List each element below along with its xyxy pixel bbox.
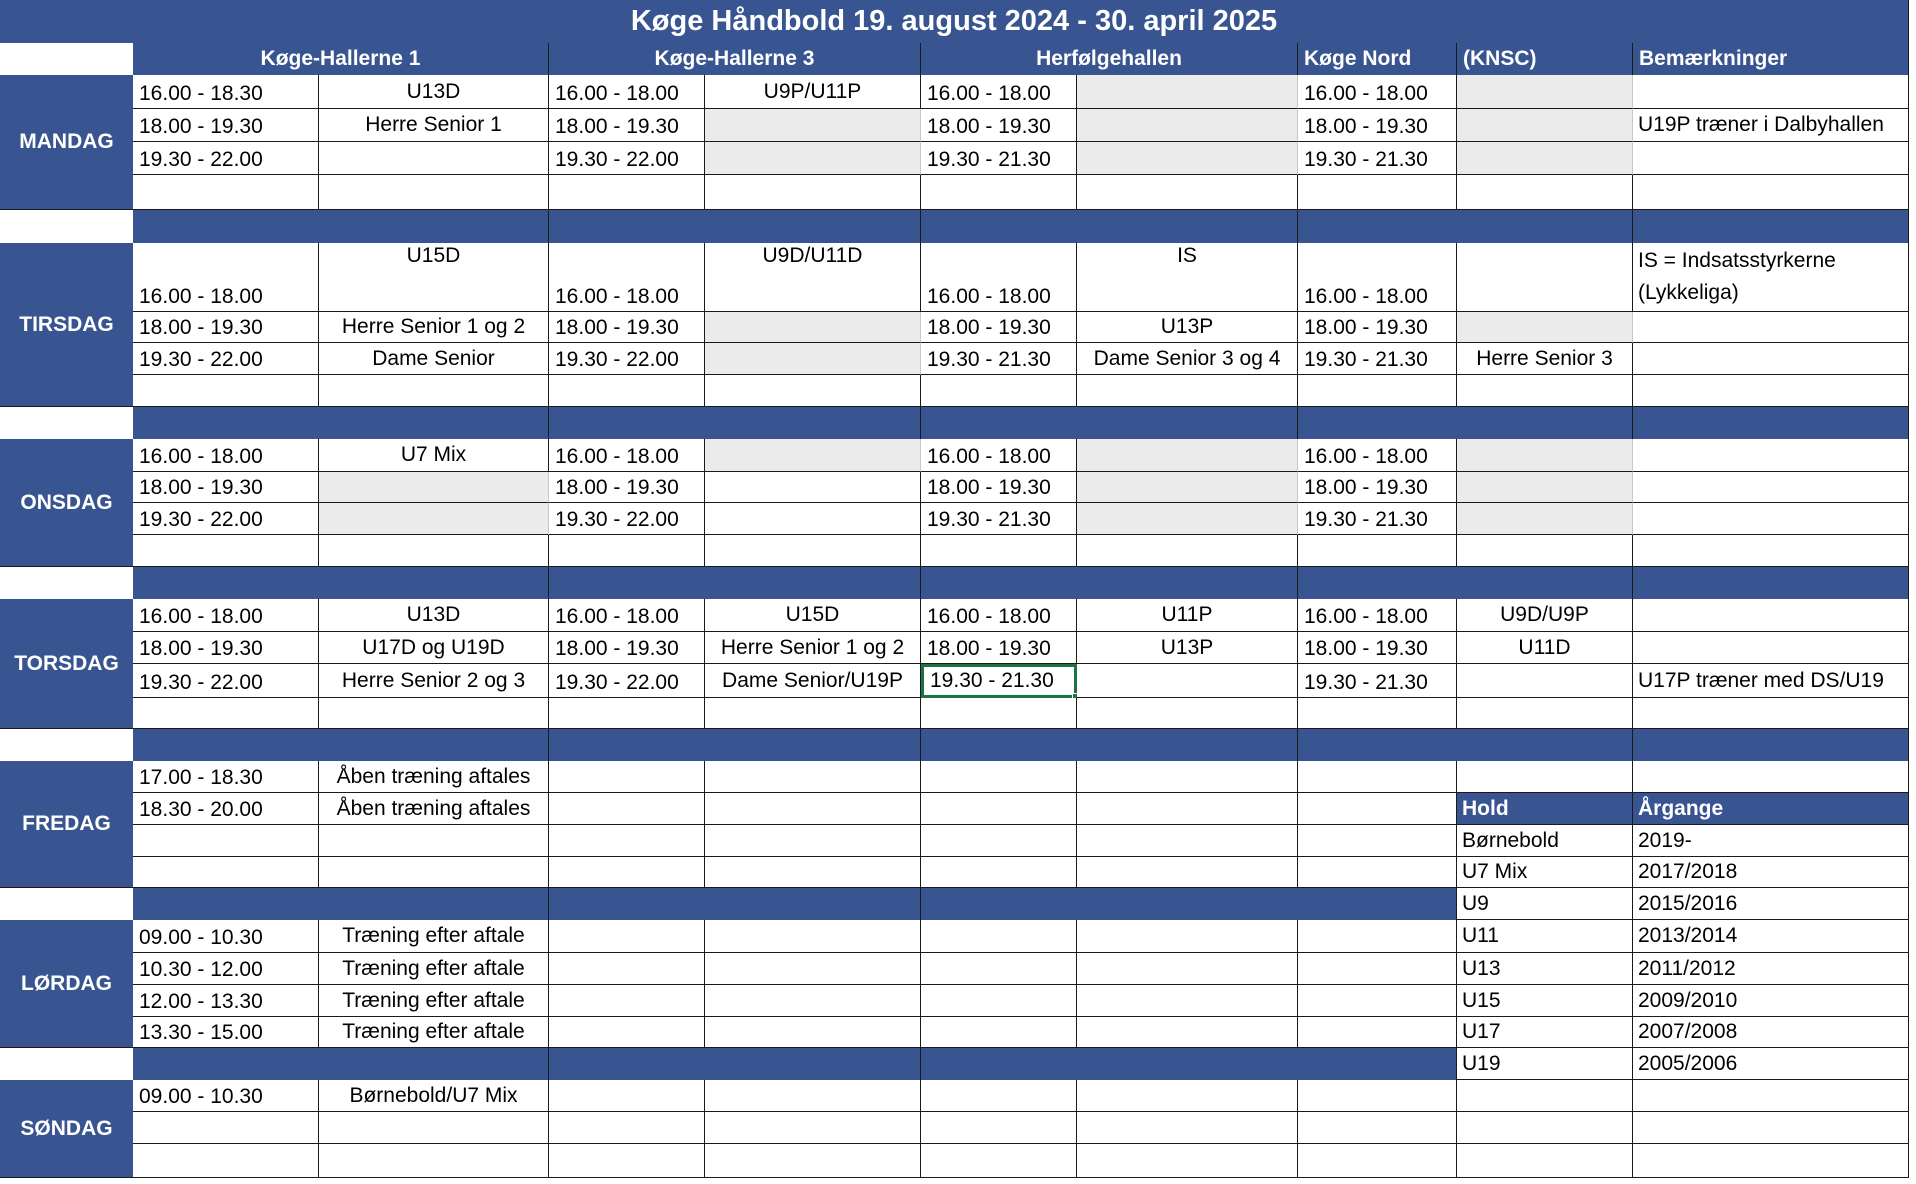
time-slot[interactable]: 13.30 - 15.00	[133, 1017, 319, 1048]
time-slot[interactable]	[549, 698, 705, 729]
time-slot[interactable]: 17.00 - 18.30	[133, 761, 319, 793]
age-table-years[interactable]: 2019-	[1633, 825, 1909, 857]
team-kh3[interactable]	[705, 343, 921, 375]
empty-cell[interactable]	[1633, 1080, 1909, 1112]
empty-cell[interactable]	[921, 761, 1077, 793]
separator-bar	[1633, 407, 1909, 439]
empty-cell[interactable]	[1457, 761, 1633, 793]
team-herfolge[interactable]	[1077, 375, 1298, 407]
team-koge-nord[interactable]	[1457, 175, 1633, 210]
day-label-onsdag: ONSDAG	[0, 439, 133, 567]
team-kh1[interactable]	[319, 503, 549, 535]
time-slot[interactable]: 12.00 - 13.30	[133, 985, 319, 1017]
time-slot[interactable]	[549, 535, 705, 567]
team-herfolge[interactable]	[1077, 439, 1298, 472]
empty-cell[interactable]	[1298, 1112, 1457, 1144]
time-slot[interactable]	[921, 535, 1077, 567]
team-koge-nord[interactable]	[1457, 109, 1633, 142]
separator-bar	[549, 1048, 921, 1080]
time-slot[interactable]: 16.00 - 18.00	[921, 243, 1077, 312]
team-kh1[interactable]	[319, 698, 549, 729]
time-slot[interactable]: 16.00 - 18.00	[133, 243, 319, 312]
time-slot[interactable]	[133, 535, 319, 567]
age-table-team[interactable]: U13	[1457, 953, 1633, 985]
empty-cell[interactable]	[1077, 953, 1298, 985]
empty-cell[interactable]	[549, 953, 705, 985]
empty-cell[interactable]	[705, 793, 921, 825]
note-cell[interactable]	[1633, 599, 1909, 632]
team-koge-nord[interactable]	[1457, 312, 1633, 343]
time-slot[interactable]: 16.00 - 18.00	[549, 599, 705, 632]
empty-cell[interactable]	[921, 825, 1077, 857]
empty-cell[interactable]	[705, 761, 921, 793]
separator-bar	[549, 407, 921, 439]
team-koge-nord[interactable]	[1457, 535, 1633, 567]
team-kh1[interactable]	[319, 535, 549, 567]
empty-cell[interactable]	[1457, 1112, 1633, 1144]
time-slot[interactable]: 19.30 - 21.30	[1298, 343, 1457, 375]
empty-cell[interactable]	[705, 985, 921, 1017]
team-herfolge[interactable]	[1077, 503, 1298, 535]
empty-cell[interactable]	[549, 1017, 705, 1048]
note-cell[interactable]	[1633, 142, 1909, 175]
spacer-cell[interactable]	[0, 407, 133, 439]
empty-cell[interactable]	[1077, 920, 1298, 953]
empty-cell[interactable]	[921, 793, 1077, 825]
note-cell[interactable]	[1633, 343, 1909, 375]
time-slot[interactable]: 19.30 - 21.30	[1298, 142, 1457, 175]
note-cell[interactable]	[1633, 312, 1909, 343]
empty-cell[interactable]	[1298, 1017, 1457, 1048]
empty-cell[interactable]	[921, 985, 1077, 1017]
empty-cell[interactable]	[705, 1017, 921, 1048]
team-koge-nord[interactable]: U9D/U9P	[1457, 599, 1633, 632]
time-slot[interactable]	[133, 375, 319, 407]
team-kh1[interactable]: Dame Senior	[319, 343, 549, 375]
team-herfolge[interactable]: IS	[1077, 243, 1298, 312]
time-slot[interactable]: 19.30 - 22.00	[133, 343, 319, 375]
empty-cell[interactable]	[1298, 920, 1457, 953]
spacer-cell[interactable]	[0, 888, 133, 920]
team-koge-nord[interactable]	[1457, 243, 1633, 312]
time-slot[interactable]: 19.30 - 22.00	[133, 664, 319, 698]
day-label-tirsdag: TIRSDAG	[0, 243, 133, 407]
time-slot[interactable]: 18.00 - 19.30	[133, 632, 319, 664]
team-herfolge[interactable]: Dame Senior 3 og 4	[1077, 343, 1298, 375]
team-kh1[interactable]: Træning efter aftale	[319, 953, 549, 985]
empty-cell[interactable]	[1298, 953, 1457, 985]
empty-cell[interactable]	[549, 1080, 705, 1112]
time-slot[interactable]	[133, 1144, 319, 1178]
empty-cell[interactable]	[1298, 857, 1457, 888]
team-kh3[interactable]: U9D/U11D	[705, 243, 921, 312]
age-table-years[interactable]: 2011/2012	[1633, 953, 1909, 985]
time-slot[interactable]: 16.00 - 18.00	[921, 439, 1077, 472]
time-slot[interactable]: 19.30 - 22.00	[549, 503, 705, 535]
note-cell[interactable]	[1633, 632, 1909, 664]
time-slot[interactable]: 18.00 - 19.30	[1298, 632, 1457, 664]
time-slot[interactable]: 19.30 - 21.30	[921, 142, 1077, 175]
empty-cell[interactable]	[549, 825, 705, 857]
selected-cell[interactable]: 19.30 - 21.30	[921, 664, 1077, 698]
empty-cell[interactable]	[1298, 793, 1457, 825]
time-slot[interactable]: 18.00 - 19.30	[549, 312, 705, 343]
empty-cell[interactable]	[549, 857, 705, 888]
team-kh3[interactable]	[705, 503, 921, 535]
time-slot[interactable]	[133, 175, 319, 210]
time-slot[interactable]: 18.00 - 19.30	[921, 312, 1077, 343]
team-kh3[interactable]: U9P/U11P	[705, 75, 921, 109]
empty-cell[interactable]	[1077, 825, 1298, 857]
time-slot[interactable]: 18.00 - 19.30	[549, 472, 705, 503]
age-table-years[interactable]: 2013/2014	[1633, 920, 1909, 953]
separator-bar	[1298, 407, 1633, 439]
time-slot[interactable]	[921, 175, 1077, 210]
empty-cell[interactable]	[1457, 1080, 1633, 1112]
time-slot[interactable]: 18.00 - 19.30	[133, 312, 319, 343]
team-koge-nord[interactable]	[1457, 375, 1633, 407]
team-herfolge[interactable]	[1077, 109, 1298, 142]
time-slot[interactable]: 16.00 - 18.00	[1298, 75, 1457, 109]
age-table-team[interactable]: U19	[1457, 1048, 1633, 1080]
note-cell[interactable]	[1633, 472, 1909, 503]
time-slot[interactable]: 19.30 - 22.00	[549, 664, 705, 698]
team-herfolge[interactable]	[1077, 698, 1298, 729]
separator-bar	[921, 407, 1298, 439]
spacer-cell[interactable]	[0, 729, 133, 761]
empty-cell[interactable]	[549, 985, 705, 1017]
team-kh1[interactable]: Børnebold/U7 Mix	[319, 1080, 549, 1112]
time-slot[interactable]	[921, 698, 1077, 729]
time-slot[interactable]: 19.30 - 21.30	[921, 503, 1077, 535]
time-slot[interactable]: 16.00 - 18.00	[549, 75, 705, 109]
empty-cell[interactable]	[1077, 793, 1298, 825]
team-kh1[interactable]	[319, 175, 549, 210]
separator-bar	[921, 1048, 1457, 1080]
time-slot[interactable]: 10.30 - 12.00	[133, 953, 319, 985]
age-table-team[interactable]: Børnebold	[1457, 825, 1633, 857]
empty-cell[interactable]	[1077, 1017, 1298, 1048]
team-kh1[interactable]: Herre Senior 1 og 2	[319, 312, 549, 343]
time-slot[interactable]: 16.00 - 18.00	[921, 75, 1077, 109]
team-kh3[interactable]	[705, 142, 921, 175]
separator-bar	[133, 888, 549, 920]
empty-cell[interactable]	[549, 1144, 705, 1178]
note-cell[interactable]: IS = Indsatsstyrkerne (Lykkeliga)	[1633, 243, 1909, 312]
time-slot[interactable]: 16.00 - 18.00	[1298, 599, 1457, 632]
empty-cell[interactable]	[921, 1017, 1077, 1048]
empty-cell[interactable]	[1298, 761, 1457, 793]
team-kh3[interactable]	[705, 472, 921, 503]
time-slot[interactable]: 16.00 - 18.30	[133, 75, 319, 109]
team-kh1[interactable]: Herre Senior 2 og 3	[319, 664, 549, 698]
day-label-mandag: MANDAG	[0, 75, 133, 210]
time-slot[interactable]: 16.00 - 18.00	[1298, 243, 1457, 312]
team-kh1[interactable]: Træning efter aftale	[319, 920, 549, 953]
separator-bar	[549, 729, 921, 761]
spacer-cell[interactable]	[0, 1048, 133, 1080]
time-slot[interactable]	[1298, 175, 1457, 210]
empty-cell[interactable]	[1633, 1144, 1909, 1178]
age-table-team[interactable]: U17	[1457, 1017, 1633, 1048]
separator-bar	[1298, 729, 1633, 761]
empty-cell[interactable]	[1298, 1144, 1457, 1178]
time-slot[interactable]	[133, 1112, 319, 1144]
time-slot[interactable]: 18.00 - 19.30	[921, 109, 1077, 142]
team-kh1[interactable]	[319, 375, 549, 407]
empty-cell[interactable]	[1633, 1112, 1909, 1144]
venue-header-knsc[interactable]: (KNSC)	[1457, 43, 1633, 75]
empty-cell[interactable]	[705, 825, 921, 857]
empty-cell[interactable]	[921, 1144, 1077, 1178]
time-slot[interactable]: 19.30 - 22.00	[549, 343, 705, 375]
empty-cell[interactable]	[1633, 761, 1909, 793]
note-cell[interactable]: U19P træner i Dalbyhallen	[1633, 109, 1909, 142]
note-cell[interactable]	[1633, 75, 1909, 109]
empty-cell[interactable]	[705, 1112, 921, 1144]
empty-cell[interactable]	[1077, 857, 1298, 888]
time-slot[interactable]: 19.30 - 22.00	[133, 503, 319, 535]
team-koge-nord[interactable]	[1457, 439, 1633, 472]
separator-bar	[549, 210, 921, 243]
age-table-team[interactable]: U15	[1457, 985, 1633, 1017]
time-slot[interactable]: 18.00 - 19.30	[549, 109, 705, 142]
empty-cell[interactable]	[549, 1112, 705, 1144]
empty-cell[interactable]	[1457, 1144, 1633, 1178]
team-koge-nord[interactable]	[1457, 698, 1633, 729]
empty-cell[interactable]	[921, 1080, 1077, 1112]
team-kh1[interactable]: U17D og U19D	[319, 632, 549, 664]
team-kh1[interactable]	[319, 472, 549, 503]
team-koge-nord[interactable]	[1457, 75, 1633, 109]
note-cell[interactable]	[1633, 535, 1909, 567]
time-slot[interactable]: 18.00 - 19.30	[549, 632, 705, 664]
team-kh3[interactable]: U15D	[705, 599, 921, 632]
time-slot[interactable]	[1298, 535, 1457, 567]
time-slot[interactable]: 16.00 - 18.00	[921, 599, 1077, 632]
separator-bar	[133, 407, 549, 439]
team-herfolge[interactable]	[1077, 664, 1298, 698]
day-label-torsdag: TORSDAG	[0, 599, 133, 729]
team-kh1[interactable]	[319, 825, 549, 857]
time-slot[interactable]: 18.30 - 20.00	[133, 793, 319, 825]
time-slot[interactable]: 19.30 - 22.00	[549, 142, 705, 175]
separator-bar	[1298, 210, 1633, 243]
age-table-header-team[interactable]: Hold	[1457, 793, 1633, 825]
age-table-years[interactable]: 2017/2018	[1633, 857, 1909, 888]
time-slot[interactable]: 16.00 - 18.00	[549, 243, 705, 312]
empty-cell[interactable]	[1077, 1080, 1298, 1112]
team-herfolge[interactable]: U11P	[1077, 599, 1298, 632]
team-herfolge[interactable]	[1077, 175, 1298, 210]
team-kh3[interactable]: Dame Senior/U19P	[705, 664, 921, 698]
note-cell[interactable]: U17P træner med DS/U19	[1633, 664, 1909, 698]
note-cell[interactable]	[1633, 503, 1909, 535]
time-slot[interactable]: 19.30 - 21.30	[921, 343, 1077, 375]
empty-cell[interactable]	[549, 920, 705, 953]
separator-bar	[1298, 567, 1633, 599]
time-slot[interactable]: 18.00 - 19.30	[921, 632, 1077, 664]
team-koge-nord[interactable]	[1457, 472, 1633, 503]
separator-bar	[133, 729, 549, 761]
age-table-team[interactable]: U11	[1457, 920, 1633, 953]
team-kh1[interactable]: Herre Senior 1	[319, 109, 549, 142]
venue-header-kh1[interactable]: Køge-Hallerne 1	[133, 43, 549, 75]
empty-cell[interactable]	[1077, 985, 1298, 1017]
time-slot[interactable]: 19.30 - 22.00	[133, 142, 319, 175]
time-slot[interactable]: 16.00 - 18.00	[133, 599, 319, 632]
empty-cell[interactable]	[705, 920, 921, 953]
age-table-years[interactable]: 2007/2008	[1633, 1017, 1909, 1048]
note-cell[interactable]	[1633, 375, 1909, 407]
spacer-cell[interactable]	[0, 567, 133, 599]
team-kh1[interactable]: Åben træning aftales	[319, 793, 549, 825]
team-herfolge[interactable]	[1077, 142, 1298, 175]
team-kh1[interactable]: Træning efter aftale	[319, 1017, 549, 1048]
separator-bar	[133, 210, 549, 243]
team-kh1[interactable]	[319, 142, 549, 175]
venue-header-kh3[interactable]: Køge-Hallerne 3	[549, 43, 921, 75]
empty-cell[interactable]	[549, 793, 705, 825]
empty-cell[interactable]	[1298, 1080, 1457, 1112]
time-slot[interactable]: 18.00 - 19.30	[1298, 312, 1457, 343]
empty-cell[interactable]	[921, 953, 1077, 985]
team-kh1[interactable]	[319, 857, 549, 888]
separator-bar	[921, 210, 1298, 243]
empty-cell[interactable]	[1077, 761, 1298, 793]
team-koge-nord[interactable]	[1457, 142, 1633, 175]
team-kh1[interactable]: Åben træning aftales	[319, 761, 549, 793]
empty-cell[interactable]	[705, 857, 921, 888]
note-cell[interactable]	[1633, 175, 1909, 210]
empty-cell[interactable]	[549, 761, 705, 793]
venue-header-herfolge[interactable]: Herfølgehallen	[921, 43, 1298, 75]
team-kh1[interactable]: U13D	[319, 75, 549, 109]
team-kh3[interactable]	[705, 312, 921, 343]
time-slot[interactable]: 09.00 - 10.30	[133, 1080, 319, 1112]
empty-cell[interactable]	[921, 857, 1077, 888]
team-kh1[interactable]	[319, 1144, 549, 1178]
separator-bar	[133, 567, 549, 599]
corner-cell[interactable]	[0, 43, 133, 75]
empty-cell[interactable]	[921, 920, 1077, 953]
team-kh3[interactable]	[705, 109, 921, 142]
time-slot[interactable]	[549, 375, 705, 407]
empty-cell[interactable]	[1298, 985, 1457, 1017]
note-cell[interactable]	[1633, 698, 1909, 729]
time-slot[interactable]: 19.30 - 21.30	[1298, 664, 1457, 698]
team-herfolge[interactable]	[1077, 75, 1298, 109]
time-slot[interactable]: 18.00 - 19.30	[133, 109, 319, 142]
team-kh3[interactable]: Herre Senior 1 og 2	[705, 632, 921, 664]
team-koge-nord[interactable]: Herre Senior 3	[1457, 343, 1633, 375]
separator-bar	[921, 567, 1298, 599]
age-table-team[interactable]: U9	[1457, 888, 1633, 920]
time-slot[interactable]: 16.00 - 18.00	[133, 439, 319, 472]
team-kh1[interactable]: U7 Mix	[319, 439, 549, 472]
empty-cell[interactable]	[705, 1080, 921, 1112]
day-label-lørdag: LØRDAG	[0, 920, 133, 1048]
notes-header[interactable]: Bemærkninger	[1633, 43, 1909, 75]
team-kh1[interactable]	[319, 1112, 549, 1144]
age-table-header-years[interactable]: Årgange	[1633, 793, 1909, 825]
team-kh3[interactable]	[705, 439, 921, 472]
time-slot[interactable]: 18.00 - 19.30	[133, 472, 319, 503]
team-herfolge[interactable]	[1077, 535, 1298, 567]
time-slot[interactable]	[1298, 698, 1457, 729]
time-slot[interactable]: 18.00 - 19.30	[1298, 472, 1457, 503]
day-label-søndag: SØNDAG	[0, 1080, 133, 1178]
separator-bar	[1633, 567, 1909, 599]
team-kh1[interactable]: U15D	[319, 243, 549, 312]
time-slot[interactable]	[133, 857, 319, 888]
team-koge-nord[interactable]: U11D	[1457, 632, 1633, 664]
separator-bar	[549, 567, 921, 599]
team-herfolge[interactable]: U13P	[1077, 632, 1298, 664]
separator-bar	[921, 888, 1457, 920]
team-kh3[interactable]	[705, 535, 921, 567]
separator-bar	[133, 1048, 549, 1080]
age-table-years[interactable]: 2009/2010	[1633, 985, 1909, 1017]
empty-cell[interactable]	[921, 1112, 1077, 1144]
time-slot[interactable]	[133, 698, 319, 729]
empty-cell[interactable]	[705, 1144, 921, 1178]
time-slot[interactable]: 16.00 - 18.00	[1298, 439, 1457, 472]
spacer-cell[interactable]	[0, 210, 133, 243]
empty-cell[interactable]	[705, 953, 921, 985]
team-kh3[interactable]	[705, 698, 921, 729]
team-kh3[interactable]	[705, 375, 921, 407]
time-slot[interactable]	[549, 175, 705, 210]
empty-cell[interactable]	[1077, 1112, 1298, 1144]
team-kh1[interactable]: Træning efter aftale	[319, 985, 549, 1017]
empty-cell[interactable]	[1077, 1144, 1298, 1178]
team-kh1[interactable]: U13D	[319, 599, 549, 632]
time-slot[interactable]	[1298, 375, 1457, 407]
age-table-years[interactable]: 2005/2006	[1633, 1048, 1909, 1080]
separator-bar	[1633, 729, 1909, 761]
time-slot[interactable]: 19.30 - 21.30	[1298, 503, 1457, 535]
separator-bar	[549, 888, 921, 920]
team-koge-nord[interactable]	[1457, 503, 1633, 535]
team-herfolge[interactable]: U13P	[1077, 312, 1298, 343]
separator-bar	[1633, 210, 1909, 243]
team-herfolge[interactable]	[1077, 472, 1298, 503]
empty-cell[interactable]	[1298, 825, 1457, 857]
separator-bar	[921, 729, 1298, 761]
venue-header-koge-nord[interactable]: Køge Nord	[1298, 43, 1457, 75]
age-table-team[interactable]: U7 Mix	[1457, 857, 1633, 888]
time-slot[interactable]: 16.00 - 18.00	[549, 439, 705, 472]
note-cell[interactable]	[1633, 439, 1909, 472]
day-label-fredag: FREDAG	[0, 761, 133, 888]
team-kh3[interactable]	[705, 175, 921, 210]
time-slot[interactable]: 18.00 - 19.30	[1298, 109, 1457, 142]
sheet-title: Køge Håndbold 19. august 2024 - 30. april 2025	[0, 0, 1909, 43]
age-table-years[interactable]: 2015/2016	[1633, 888, 1909, 920]
time-slot[interactable]: 18.00 - 19.30	[921, 472, 1077, 503]
team-koge-nord[interactable]	[1457, 664, 1633, 698]
time-slot[interactable]	[921, 375, 1077, 407]
time-slot[interactable]	[133, 825, 319, 857]
time-slot[interactable]: 09.00 - 10.30	[133, 920, 319, 953]
